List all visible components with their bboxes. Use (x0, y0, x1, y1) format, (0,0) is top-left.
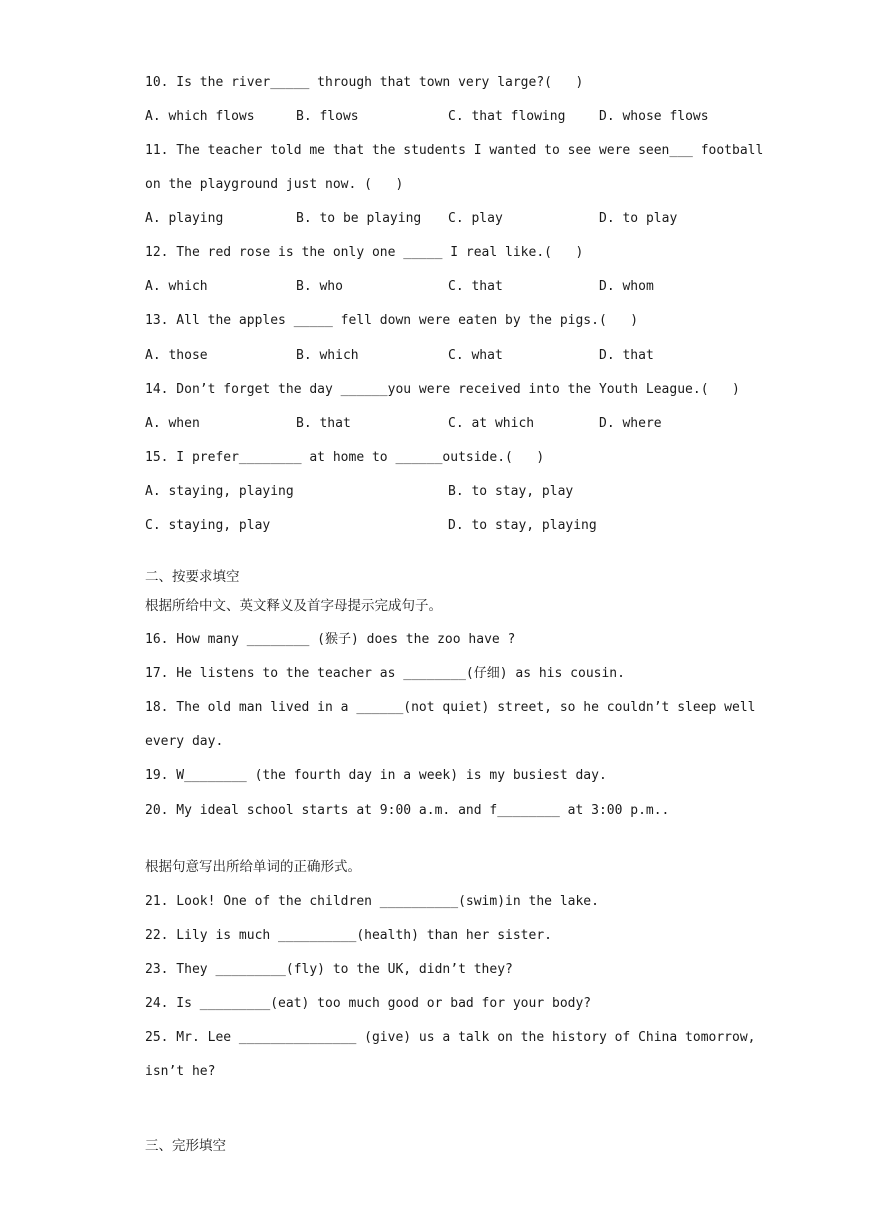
q14-option-d: D. where (599, 416, 662, 431)
q13-stem: 13. All the apples _____ fell down were eaten by the pigs.( ) (145, 313, 639, 328)
q18-line2: every day. (145, 734, 224, 749)
section-2-instruction: 根据所给中文、英文释义及首字母提示完成句子。 (145, 598, 442, 614)
word-form-instruction: 根据句意写出所给单词的正确形式。 (145, 859, 361, 875)
q13-option-c: C. what (448, 348, 503, 363)
q14-option-c: C. at which (448, 416, 535, 431)
q15-option-d: D. to stay, playing (448, 518, 597, 533)
q10-option-d: D. whose flows (599, 109, 709, 124)
q12-option-b: B. who (296, 279, 343, 294)
q21: 21. Look! One of the children __________(swim)in the lake. (145, 894, 599, 909)
q15-option-a: A. staying, playing (145, 484, 294, 499)
q10-option-a: A. which flows (145, 109, 255, 124)
q10-stem: 10. Is the river_____ through that town very large?( ) (145, 75, 584, 90)
q11-stem-line1: 11. The teacher told me that the students I wanted to see were seen___ football (145, 143, 764, 158)
q13-option-b: B. which (296, 348, 359, 363)
q12-option-a: A. which (145, 279, 208, 294)
q13-option-d: D. that (599, 348, 654, 363)
q24: 24. Is _________(eat) too much good or bad for your body? (145, 996, 592, 1011)
q12-option-d: D. whom (599, 279, 654, 294)
section-2-title: 二、按要求填空 (145, 569, 240, 585)
q11-option-d: D. to play (599, 211, 678, 226)
q14-option-a: A. when (145, 416, 200, 431)
q15-stem: 15. I prefer________ at home to ______outside.( ) (145, 450, 545, 465)
q15-option-c: C. staying, play (145, 518, 271, 533)
q13-option-a: A. those (145, 348, 208, 363)
q18-line1: 18. The old man lived in a ______(not quiet) street, so he couldn’t sleep well (145, 700, 756, 715)
q10-option-c: C. that flowing (448, 109, 566, 124)
q19: 19. W________ (the fourth day in a week) is my busiest day. (145, 768, 607, 783)
section-3-title: 三、完形填空 (145, 1138, 226, 1154)
q17: 17. He listens to the teacher as ________(仔细) as his cousin. (145, 666, 625, 681)
q10-option-b: B. flows (296, 109, 359, 124)
q11-option-b: B. to be playing (296, 211, 422, 226)
q11-option-c: C. play (448, 211, 503, 226)
q11-stem-line2: on the playground just now. ( ) (145, 177, 404, 192)
q16: 16. How many ________ (猴子) does the zoo have ? (145, 632, 516, 647)
q15-option-b: B. to stay, play (448, 484, 574, 499)
q12-option-c: C. that (448, 279, 503, 294)
q11-option-a: A. playing (145, 211, 224, 226)
q14-stem: 14. Don’t forget the day ______you were received into the Youth League.( ) (145, 382, 740, 397)
q14-option-b: B. that (296, 416, 351, 431)
q25-line2: isn’t he? (145, 1064, 216, 1079)
q23: 23. They _________(fly) to the UK, didn’t they? (145, 962, 513, 977)
q12-stem: 12. The red rose is the only one _____ I real like.( ) (145, 245, 584, 260)
q25-line1: 25. Mr. Lee _______________ (give) us a talk on the history of China tomorrow, (145, 1030, 756, 1045)
q20: 20. My ideal school starts at 9:00 a.m. and f________ at 3:00 p.m.. (145, 803, 670, 818)
q22: 22. Lily is much __________(health) than her sister. (145, 928, 552, 943)
